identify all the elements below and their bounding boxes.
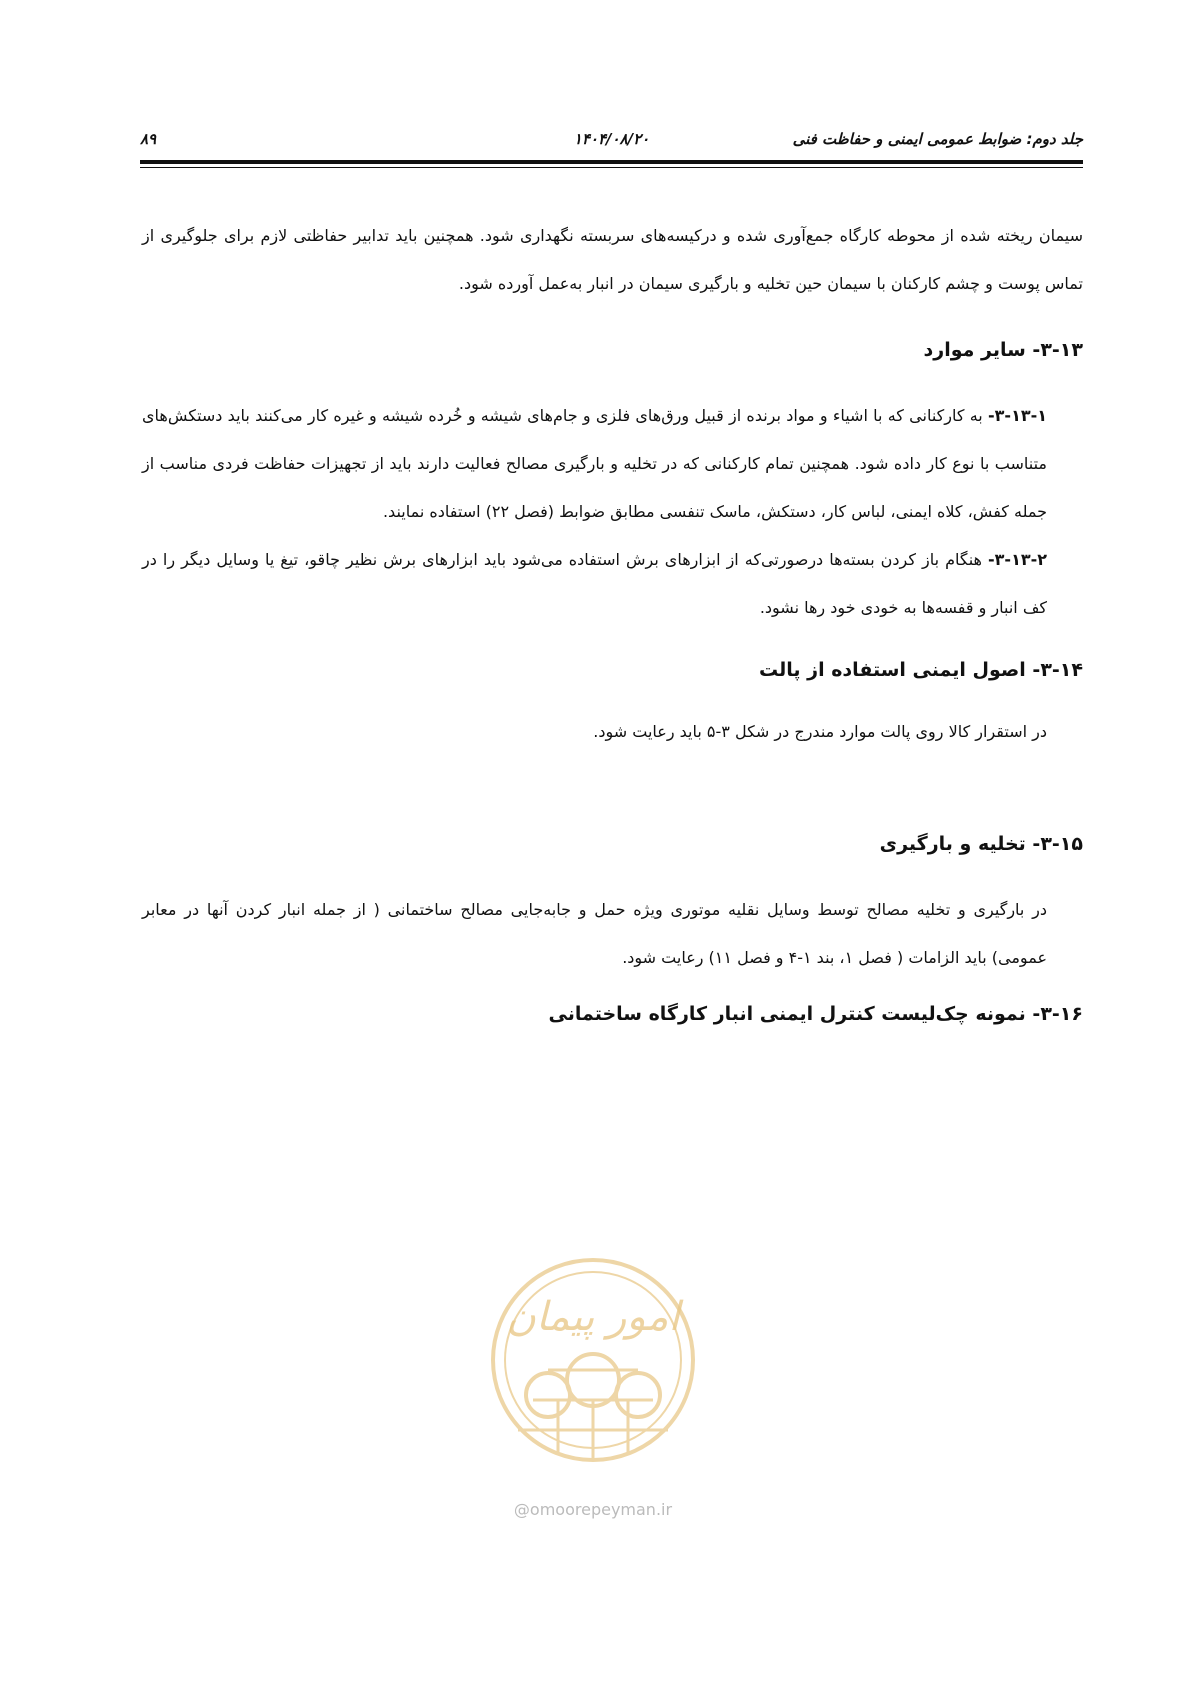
header-date: ۱۴۰۴/۰۸/۲۰: [573, 130, 650, 148]
header-rule-thick: [140, 160, 1083, 164]
section-15-heading: ۳-۱۵- تخلیه و بارگیری: [879, 833, 1083, 855]
section-13-1-paragraph: [142, 392, 1083, 536]
page-body: [142, 212, 1083, 1038]
volume-title: جلد دوم: ضوابط عمومی ایمنی و حفاظت فنی: [792, 130, 1083, 148]
section-13-1-number: ۳-۱۳-۱-: [988, 406, 1047, 425]
section-13-2-text: هنگام باز کردن بسته‌ها درصورتی‌که از ابزارهای برش استفاده می‌شود باید ابزارهای برش نظیر چاقو، تیغ یا وسایل دیگر را در کف انبار و قفسه‌ها به خودی خود رها نشود.: [142, 550, 1047, 617]
page-header: [140, 130, 1083, 152]
watermark-logo: [478, 1250, 708, 1530]
watermark-logo-text: امور پیمان: [506, 1294, 680, 1340]
page-number: ۸۹: [140, 130, 157, 148]
section-14-heading: ۳-۱۴- اصول ایمنی استفاده از پالت: [759, 659, 1083, 681]
section-13-2-paragraph: [142, 536, 1083, 632]
section-13-1-text: به کارکنانی که با اشیاء و مواد برنده از قبیل ورق‌های فلزی و جام‌های شیشه و خُرده شیشه و غیره کار می‌کنند باید دستکش‌های متناسب با نوع کار داده شود. همچنین تمام کارکنانی که در تخلیه و بارگیری مصالح فعالیت دارند باید از تجهیزات حفاظت فردی مناسب از جمله کفش، کلاه ایمنی، لباس کار، دستکش، ماسک تنفسی مطابق ضوابط (فصل ۲۲) استفاده نمایند.: [142, 406, 1047, 521]
section-16-heading: ۳-۱۶- نمونه چک‌لیست کنترل ایمنی انبار کارگاه ساختمانی: [548, 1003, 1083, 1025]
section-14-paragraph: در استقرار کالا روی پالت موارد مندرج در شکل ۳-۵ باید رعایت شود.: [593, 722, 1047, 741]
section-15-paragraph: در بارگیری و تخلیه مصالح توسط وسایل نقلیه موتوری ویژه حمل و جابه‌جایی مصالح ساختمانی ( از جمله انبار کردن آنها در معابر عمومی) باید الزامات ( فصل ۱، بند ۱-۴ و فصل ۱۱) رعایت شود.: [142, 900, 1047, 967]
header-rule-thin: [140, 167, 1083, 168]
watermark-url: @omoorepeyman.ir: [513, 1500, 673, 1519]
intro-paragraph: سیمان ریخته شده از محوطه کارگاه جمع‌آوری شده و درکیسه‌های سربسته نگهداری شود. همچنین باید تدابیر حفاظتی لازم برای جلوگیری از تماس پوست و چشم کارکنان با سیمان حین تخلیه و بارگیری سیمان در انبار به‌عمل آورده شود.: [142, 226, 1083, 293]
section-13-2-number: ۳-۱۳-۲-: [988, 550, 1047, 569]
section-13-heading: ۳-۱۳- سایر موارد: [923, 339, 1083, 361]
